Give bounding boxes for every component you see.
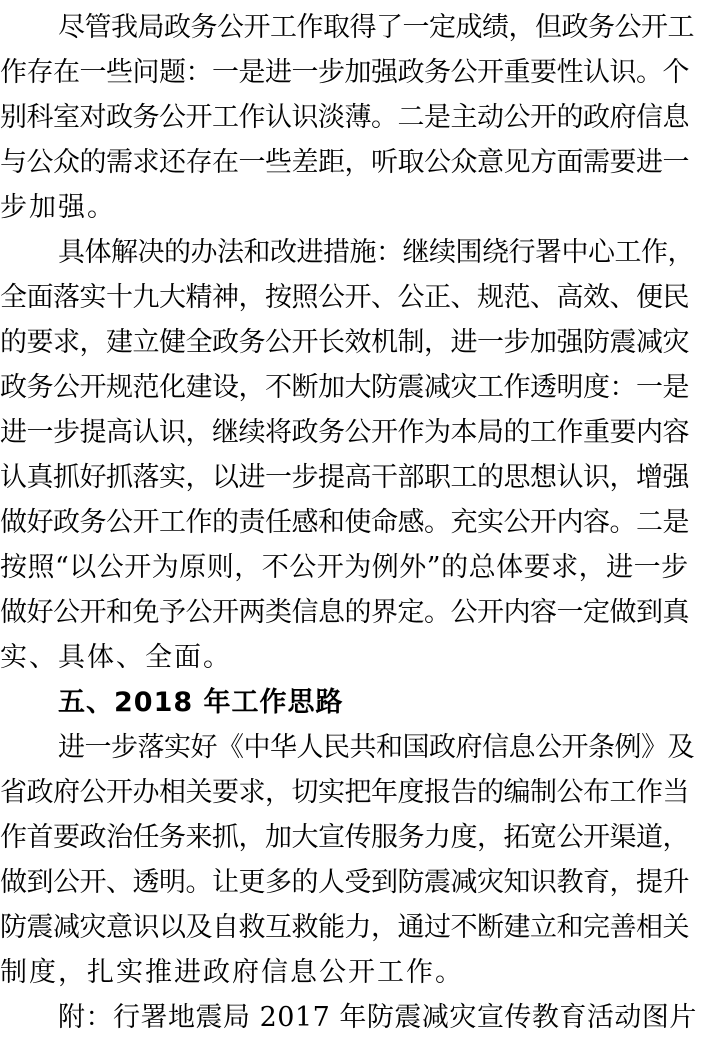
paragraph-line: 按照“以公开为原则，不公开为例外”的总体要求，进一步 <box>0 552 689 583</box>
paragraph-line: 防震减灾意识以及自救互救能力，通过不断建立和完善相关 <box>0 912 689 943</box>
paragraph-line: 政务公开规范化建设，不断加大防震减灾工作透明度：一是 <box>0 372 689 403</box>
paragraph-line: 尽管我局政务公开工作取得了一定成绩，但政务公开工 <box>58 12 694 43</box>
paragraph-line: 做好公开和免予公开两类信息的界定。公开内容一定做到真 <box>0 597 689 628</box>
paragraph-line: 做到公开、透明。让更多的人受到防震减灾知识教育，提升 <box>0 867 689 898</box>
paragraph-line: 全面落实十九大精神，按照公开、公正、规范、高效、便民 <box>0 282 689 313</box>
paragraph-line: 作存在一些问题：一是进一步加强政务公开重要性认识。个 <box>0 57 689 88</box>
paragraph-line: 做好政务公开工作的责任感和使命感。充实公开内容。二是 <box>0 507 689 538</box>
paragraph-line: 进一步落实好《中华人民共和国政府信息公开条例》及 <box>58 732 694 763</box>
paragraph-line: 步加强。 <box>0 192 116 223</box>
paragraph-line: 制度，扎实推进政府信息公开工作。 <box>0 957 464 988</box>
paragraph-line: 作首要政治任务来抓，加大宣传服务力度，拓宽公开渠道， <box>0 822 689 853</box>
paragraph-line: 认真抓好抓落实，以进一步提高干部职工的思想认识，增强 <box>0 462 689 493</box>
paragraph-line: 别科室对政务公开工作认识淡薄。二是主动公开的政府信息 <box>0 102 689 133</box>
paragraph-line: 的要求，建立健全政务公开长效机制，进一步加强防震减灾 <box>0 327 689 358</box>
paragraph-line: 省政府公开办相关要求，切实把年度报告的编制公布工作当 <box>0 777 689 808</box>
section-heading: 五、2018 年工作思路 <box>58 687 344 718</box>
paragraph-line: 与公众的需求还存在一些差距，听取公众意见方面需要进一 <box>0 147 689 178</box>
paragraph-line: 具体解决的办法和改进措施：继续围绕行署中心工作， <box>58 237 694 268</box>
paragraph-line: 进一步提高认识，继续将政务公开作为本局的工作重要内容 <box>0 417 689 448</box>
paragraph-line: 实、具体、全面。 <box>0 642 232 673</box>
attachment-note: 附：行署地震局 2017 年防震减灾宣传教育活动图片 <box>58 1002 697 1033</box>
